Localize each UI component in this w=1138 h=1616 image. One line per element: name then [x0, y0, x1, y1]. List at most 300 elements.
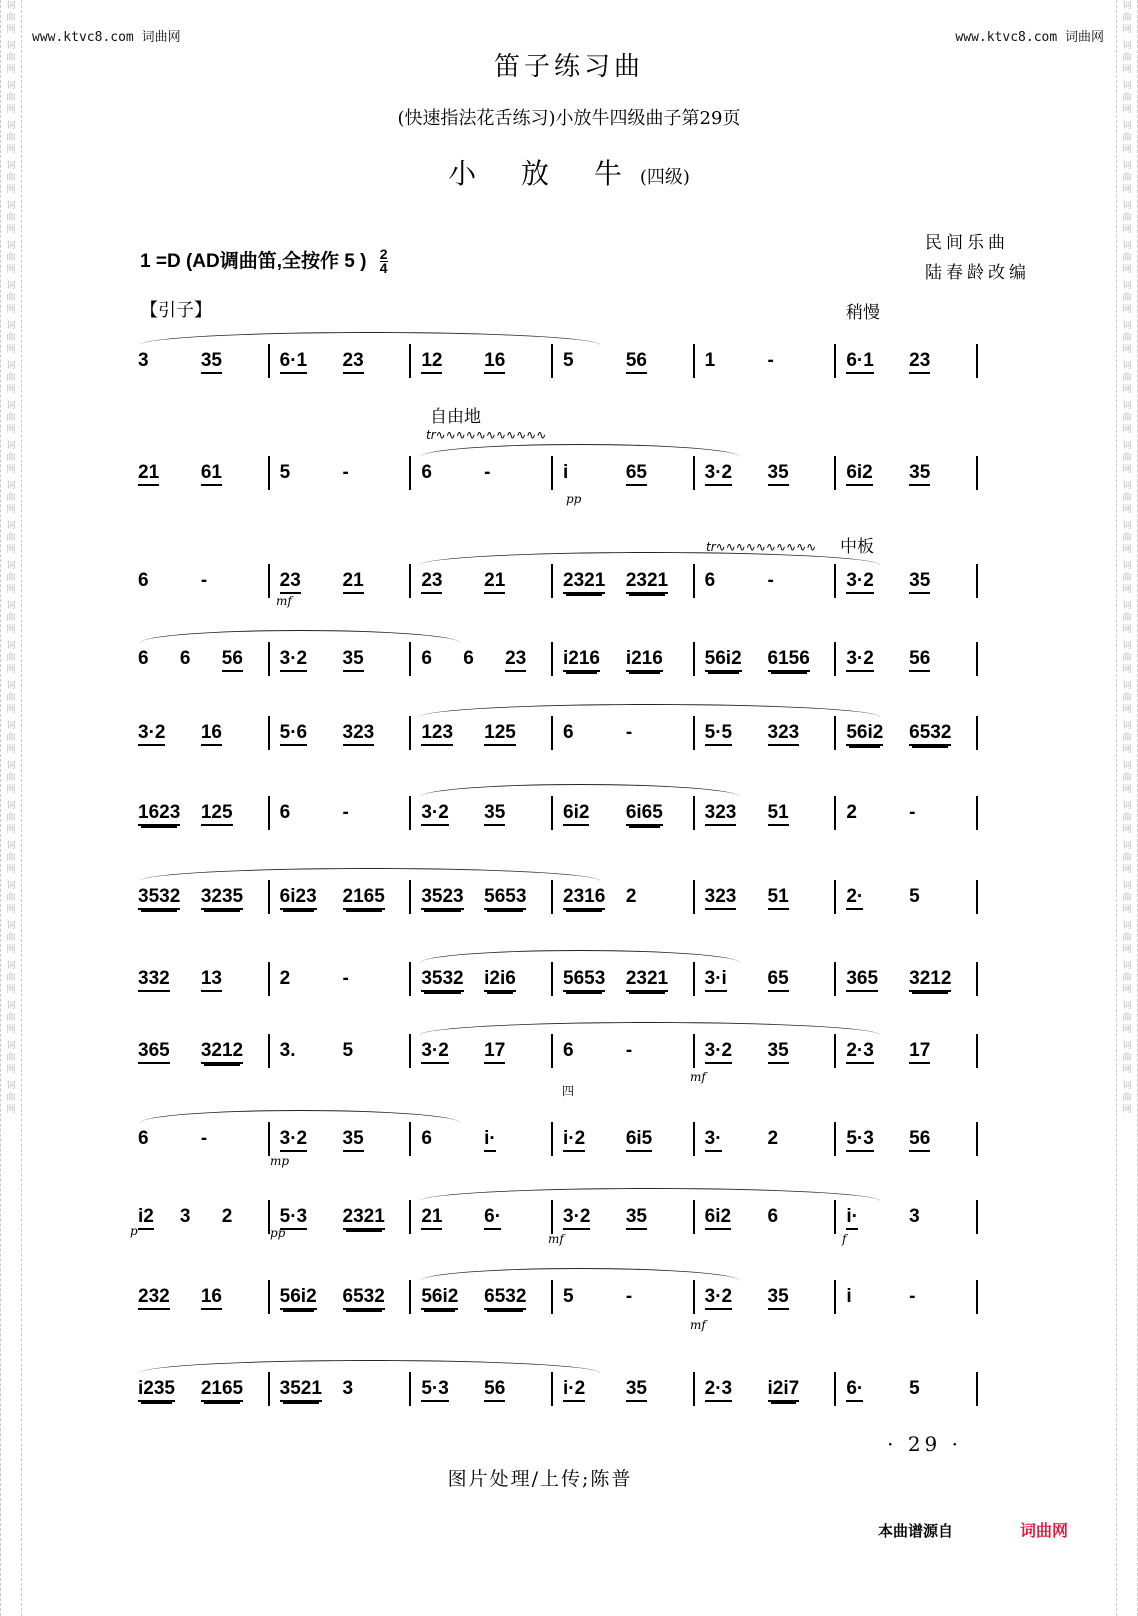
- bar-line: [834, 564, 836, 598]
- note: 6i2: [563, 802, 589, 826]
- bar-line: [693, 1200, 695, 1234]
- note: 6532: [343, 1286, 385, 1310]
- bar-line: [834, 962, 836, 996]
- dynamic-pp-2: pp: [270, 1226, 286, 1240]
- note: 3·2: [846, 570, 873, 594]
- phrase-slur: [420, 444, 740, 457]
- finger-mark: 四: [562, 1084, 575, 1098]
- dynamic-mf-2: mf: [690, 1070, 706, 1084]
- note: 35: [909, 462, 930, 486]
- bar-line: [268, 1034, 270, 1068]
- note: 123: [421, 722, 453, 746]
- time-signature-bottom: 4: [379, 260, 388, 277]
- section-label: 【引子】: [140, 300, 212, 321]
- bar-line: [409, 716, 411, 750]
- note: 3.: [279, 1040, 296, 1061]
- note: 16: [201, 722, 222, 746]
- note: 3: [909, 1206, 920, 1227]
- note: -: [484, 462, 491, 483]
- time-signature-top: 2: [379, 246, 388, 263]
- note: 323: [768, 722, 800, 746]
- note: -: [342, 462, 349, 483]
- bar-line: [268, 1122, 270, 1156]
- source-label: 本曲谱源自: [878, 1522, 954, 1540]
- bar-line: [976, 796, 978, 830]
- side-watermark-text: 词 曲 网: [1122, 81, 1132, 115]
- note: 6i2: [846, 462, 872, 486]
- side-watermark-text: 词 曲 网: [1122, 721, 1132, 755]
- note: 3·i: [705, 968, 727, 992]
- note: 365: [138, 1040, 170, 1064]
- side-watermark-text: 词 曲 网: [6, 561, 16, 595]
- bar-line: [693, 962, 695, 996]
- side-watermark-text: 词 曲 网: [1122, 1041, 1132, 1075]
- note: 6·1: [280, 350, 307, 374]
- score-row: [132, 802, 992, 842]
- note: 3·2: [705, 1286, 732, 1310]
- score-row: [132, 350, 992, 390]
- note: 3212: [201, 1040, 243, 1064]
- note: i·2: [563, 1128, 585, 1152]
- note: i·: [484, 1128, 496, 1152]
- note: 6i5: [626, 1128, 652, 1152]
- trill-mark: tr∿∿∿∿∿∿∿∿∿∿∿: [426, 428, 547, 442]
- note: 5·3: [280, 1206, 307, 1230]
- note: 51: [768, 886, 789, 910]
- page-number: · 29 ·: [887, 1432, 962, 1456]
- side-watermark-text: 词 曲 网: [1122, 961, 1132, 995]
- side-watermark-text: 词 曲 网: [6, 1001, 16, 1035]
- note: 6532: [484, 1286, 526, 1310]
- note: i·2: [563, 1378, 585, 1402]
- note: 2: [625, 886, 637, 907]
- bar-line: [409, 1122, 411, 1156]
- note: 2·: [846, 886, 863, 910]
- side-watermark-right: [1116, 0, 1138, 1616]
- side-watermark-text: 词 曲 网: [6, 441, 16, 475]
- note: 323: [343, 722, 375, 746]
- bar-line: [409, 1372, 411, 1406]
- note: 35: [626, 1206, 647, 1230]
- note: 3·2: [421, 1040, 448, 1064]
- note: i·: [846, 1206, 858, 1230]
- side-watermark-text: 词 曲 网: [1122, 921, 1132, 955]
- note: 56i2: [705, 648, 742, 672]
- note: -: [342, 802, 349, 823]
- trill-mark-2: tr∿∿∿∿∿∿∿∿∿∿: [706, 540, 817, 554]
- side-watermark-text: 词 曲 网: [6, 41, 16, 75]
- note: 56i2: [280, 1286, 317, 1310]
- note: i: [563, 462, 569, 483]
- note: 2: [846, 802, 857, 823]
- note: -: [909, 1286, 916, 1307]
- dynamic-mf-4: mf: [690, 1318, 706, 1332]
- side-watermark-text: 词 曲 网: [6, 761, 16, 795]
- bar-line: [834, 344, 836, 378]
- side-watermark-text: 词 曲 网: [6, 801, 16, 835]
- note: 35: [343, 1128, 364, 1152]
- note: 3·2: [280, 648, 307, 672]
- bar-line: [976, 962, 978, 996]
- note: 56: [909, 648, 930, 672]
- note: 23: [421, 570, 442, 594]
- bar-line: [409, 1200, 411, 1234]
- side-watermark-text: 词 曲 网: [6, 321, 16, 355]
- song-level: (四级): [639, 167, 690, 188]
- note: 6: [421, 462, 432, 483]
- note: -: [625, 722, 633, 743]
- note: 13: [201, 968, 222, 992]
- note: 6i23: [280, 886, 317, 910]
- side-watermark-text: 词 曲 网: [1122, 1, 1132, 35]
- note: 2: [221, 1206, 233, 1227]
- note: 2: [767, 1128, 779, 1149]
- note: 5653: [484, 886, 526, 910]
- score-row: [132, 1378, 992, 1418]
- note: 6: [767, 1206, 779, 1227]
- side-watermark-text: 词 曲 网: [1122, 761, 1132, 795]
- key-signature: [140, 246, 388, 275]
- note: 365: [846, 968, 878, 992]
- bar-line: [409, 642, 411, 676]
- side-watermark-text: 词 曲 网: [1122, 521, 1132, 555]
- note: 5: [909, 1378, 920, 1399]
- note: i216: [563, 648, 600, 672]
- side-watermark-text: 词 曲 网: [6, 601, 16, 635]
- side-watermark-text: 词 曲 网: [1122, 401, 1132, 435]
- bar-line: [693, 344, 695, 378]
- bar-line: [976, 716, 978, 750]
- bar-line: [268, 1200, 270, 1234]
- bar-line: [409, 344, 411, 378]
- note: 6: [179, 648, 191, 669]
- bar-line: [268, 1280, 270, 1314]
- bar-line: [409, 1034, 411, 1068]
- bar-line: [268, 962, 270, 996]
- bar-line: [551, 1200, 553, 1234]
- note: 35: [201, 350, 222, 374]
- note: 65: [626, 462, 647, 486]
- score-row: [132, 722, 992, 762]
- note: 2321: [343, 1206, 385, 1230]
- score-row: [132, 462, 992, 502]
- phrase-slur: [140, 868, 600, 881]
- note: 2321: [626, 968, 668, 992]
- bar-line: [693, 1280, 695, 1314]
- note: 17: [484, 1040, 505, 1064]
- page-title: 笛子练习曲: [493, 52, 644, 82]
- bar-line: [693, 1034, 695, 1068]
- phrase-slur: [420, 1188, 880, 1201]
- bar-line: [976, 344, 978, 378]
- score-row: [132, 1040, 992, 1080]
- score-row: [132, 1206, 992, 1246]
- side-watermark-text: 词 曲 网: [1122, 361, 1132, 395]
- side-watermark-text: 词 曲 网: [6, 1041, 16, 1075]
- note: 2316: [563, 886, 605, 910]
- bar-line: [976, 456, 978, 490]
- song-title: [0, 152, 1138, 192]
- side-watermark-text: 词 曲 网: [1122, 41, 1132, 75]
- bar-line: [834, 1280, 836, 1314]
- note: 3532: [421, 968, 463, 992]
- side-watermark-text: 词 曲 网: [1122, 481, 1132, 515]
- note: 3532: [138, 886, 180, 910]
- score-row: [132, 648, 992, 688]
- bar-line: [551, 1372, 553, 1406]
- note: 3·2: [563, 1206, 590, 1230]
- note: 332: [138, 968, 170, 992]
- note: 2165: [343, 886, 385, 910]
- note: 3·: [705, 1128, 722, 1152]
- bar-line: [976, 1280, 978, 1314]
- phrase-slur: [420, 1022, 880, 1035]
- side-watermark-text: 词 曲 网: [6, 81, 16, 115]
- note: 3·2: [705, 462, 732, 486]
- bar-line: [268, 796, 270, 830]
- note: 35: [343, 648, 364, 672]
- note: 56i2: [421, 1286, 458, 1310]
- bar-line: [551, 1280, 553, 1314]
- note: i: [846, 1286, 852, 1307]
- bar-line: [409, 1280, 411, 1314]
- side-watermark-text: 词 曲 网: [6, 1081, 16, 1115]
- side-watermark-text: 词 曲 网: [1122, 641, 1132, 675]
- side-watermark-text: 词 曲 网: [6, 481, 16, 515]
- note: 3521: [280, 1378, 322, 1402]
- score-row: [132, 968, 992, 1008]
- note: i2: [138, 1206, 154, 1230]
- note: 6i2: [705, 1206, 731, 1230]
- bar-line: [693, 880, 695, 914]
- bar-line: [976, 1200, 978, 1234]
- note: 5: [563, 350, 574, 371]
- side-watermark-text: 词 曲 网: [6, 361, 16, 395]
- note: 3·2: [846, 648, 873, 672]
- side-watermark-text: 词 曲 网: [1122, 1001, 1132, 1035]
- note: 6532: [909, 722, 951, 746]
- side-watermark-text: 词 曲 网: [1122, 841, 1132, 875]
- time-signature: [380, 248, 388, 275]
- side-watermark-text: 词 曲 网: [6, 161, 16, 195]
- note: 21: [421, 1206, 442, 1230]
- note: 6: [563, 722, 574, 743]
- note: 1: [704, 350, 716, 371]
- side-watermark-text: 词 曲 网: [6, 641, 16, 675]
- note: 5: [342, 1040, 354, 1061]
- phrase-slur: [420, 950, 740, 963]
- note: 35: [768, 1286, 789, 1310]
- side-watermark-text: 词 曲 网: [1122, 241, 1132, 275]
- side-watermark-text: 词 曲 网: [6, 201, 16, 235]
- bar-line: [409, 564, 411, 598]
- side-watermark-text: 词 曲 网: [6, 961, 16, 995]
- note: 125: [484, 722, 516, 746]
- note: 35: [626, 1378, 647, 1402]
- phrase-slur: [140, 630, 460, 643]
- note: 16: [484, 350, 505, 374]
- note: 323: [705, 886, 737, 910]
- note: 6i65: [626, 802, 663, 826]
- note: 61: [201, 462, 222, 486]
- bar-line: [268, 716, 270, 750]
- bar-line: [409, 456, 411, 490]
- note: 56i2: [846, 722, 883, 746]
- note: 3·2: [138, 722, 165, 746]
- note: 6: [704, 570, 716, 591]
- bar-line: [834, 1034, 836, 1068]
- note: 56: [222, 648, 243, 672]
- note: 3·2: [421, 802, 448, 826]
- side-watermark-text: 词 曲 网: [6, 721, 16, 755]
- note: 6: [563, 1040, 574, 1061]
- dynamic-pp: pp: [566, 492, 582, 506]
- side-watermark-text: 词 曲 网: [1122, 1081, 1132, 1115]
- side-watermark-text: 词 曲 网: [1122, 281, 1132, 315]
- bar-line: [976, 1122, 978, 1156]
- side-watermark-text: 词 曲 网: [6, 841, 16, 875]
- song-name: 小 放 牛: [448, 157, 640, 190]
- side-watermark-text: 词 曲 网: [1122, 801, 1132, 835]
- note: 5: [563, 1286, 574, 1307]
- note: 323: [705, 802, 737, 826]
- dynamic-p: p: [130, 1224, 138, 1238]
- score-row: [132, 886, 992, 926]
- score-row: [132, 570, 992, 610]
- credit-arranger: 陆春龄改编: [925, 263, 1030, 283]
- note: -: [767, 350, 774, 371]
- note: 2: [279, 968, 291, 989]
- tempo-moderate: 中板: [840, 537, 874, 557]
- bar-line: [551, 344, 553, 378]
- phrase-slur: [140, 1360, 600, 1373]
- side-watermark-text: 词 曲 网: [6, 521, 16, 555]
- phrase-slur: [420, 704, 880, 717]
- bar-line: [976, 564, 978, 598]
- side-watermark-text: 词 曲 网: [1122, 201, 1132, 235]
- bar-line: [268, 564, 270, 598]
- note: 6·1: [846, 350, 873, 374]
- note: 2321: [626, 570, 668, 594]
- note: i2i7: [768, 1378, 800, 1402]
- note: -: [625, 1286, 633, 1307]
- note: 6: [138, 570, 149, 591]
- note: 23: [909, 350, 930, 374]
- note: 5653: [563, 968, 605, 992]
- dynamic-f: f: [842, 1232, 847, 1246]
- bar-line: [834, 880, 836, 914]
- bar-line: [834, 716, 836, 750]
- note: 3·2: [280, 1128, 307, 1152]
- note: -: [625, 1040, 633, 1061]
- watermark-left: www.ktvc8.com 词曲网: [32, 30, 181, 45]
- phrase-slur: [140, 332, 600, 345]
- note: 5·6: [280, 722, 307, 746]
- note: 5·3: [846, 1128, 873, 1152]
- bar-line: [693, 1372, 695, 1406]
- note: -: [767, 570, 774, 591]
- bar-line: [551, 642, 553, 676]
- bar-line: [551, 962, 553, 996]
- side-watermark-text: 词 曲 网: [1122, 441, 1132, 475]
- bar-line: [976, 642, 978, 676]
- bar-line: [693, 564, 695, 598]
- dynamic-mf: mf: [276, 594, 292, 608]
- note: 6: [138, 648, 149, 669]
- side-watermark-text: 词 曲 网: [6, 281, 16, 315]
- bar-line: [834, 1372, 836, 1406]
- credits: [925, 228, 1030, 288]
- note: 2165: [201, 1378, 243, 1402]
- note: 3: [179, 1206, 191, 1227]
- note: 232: [138, 1286, 170, 1310]
- note: -: [200, 570, 208, 591]
- note: 23: [505, 648, 526, 672]
- note: 5·5: [705, 722, 732, 746]
- note: 125: [201, 802, 233, 826]
- dynamic-mp: mp: [270, 1154, 290, 1168]
- bar-line: [834, 456, 836, 490]
- bar-line: [551, 796, 553, 830]
- credit-origin: 民间乐曲: [925, 233, 1009, 253]
- note: 21: [484, 570, 505, 594]
- bar-line: [834, 1122, 836, 1156]
- note: 3235: [201, 886, 243, 910]
- bar-line: [409, 880, 411, 914]
- side-watermark-text: 词 曲 网: [1122, 881, 1132, 915]
- bar-line: [409, 796, 411, 830]
- side-watermark-text: 词 曲 网: [1122, 681, 1132, 715]
- side-watermark-text: 词 曲 网: [6, 401, 16, 435]
- watermark-right: www.ktvc8.com 词曲网: [955, 30, 1104, 45]
- note: 6: [138, 1128, 149, 1149]
- bar-line: [834, 642, 836, 676]
- note: 51: [768, 802, 789, 826]
- side-watermark-text: 词 曲 网: [1122, 561, 1132, 595]
- side-watermark-text: 词 曲 网: [1122, 321, 1132, 355]
- note: 5: [279, 462, 291, 483]
- note: 35: [768, 462, 789, 486]
- note: 5·3: [421, 1378, 448, 1402]
- bar-line: [268, 344, 270, 378]
- note: 35: [768, 1040, 789, 1064]
- bar-line: [551, 1034, 553, 1068]
- bar-line: [551, 1122, 553, 1156]
- note: i235: [138, 1378, 175, 1402]
- bar-line: [693, 642, 695, 676]
- note: 6: [279, 802, 291, 823]
- bar-line: [268, 642, 270, 676]
- note: 12: [421, 350, 442, 374]
- note: 6: [463, 648, 474, 669]
- note: 3: [342, 1378, 354, 1399]
- note: 6: [421, 1128, 432, 1149]
- bar-line: [976, 880, 978, 914]
- side-watermark-text: 词 曲 网: [6, 681, 16, 715]
- bar-line: [693, 716, 695, 750]
- tempo-free: 自由地: [430, 407, 481, 427]
- note: 21: [138, 462, 159, 486]
- bar-line: [268, 1372, 270, 1406]
- note: 23: [343, 350, 364, 374]
- bar-line: [551, 456, 553, 490]
- note: 56: [484, 1378, 505, 1402]
- note: 2321: [563, 570, 605, 594]
- score-row: [132, 1286, 992, 1326]
- note: 6: [421, 648, 432, 669]
- side-watermark-text: 词 曲 网: [1122, 601, 1132, 635]
- bar-line: [976, 1034, 978, 1068]
